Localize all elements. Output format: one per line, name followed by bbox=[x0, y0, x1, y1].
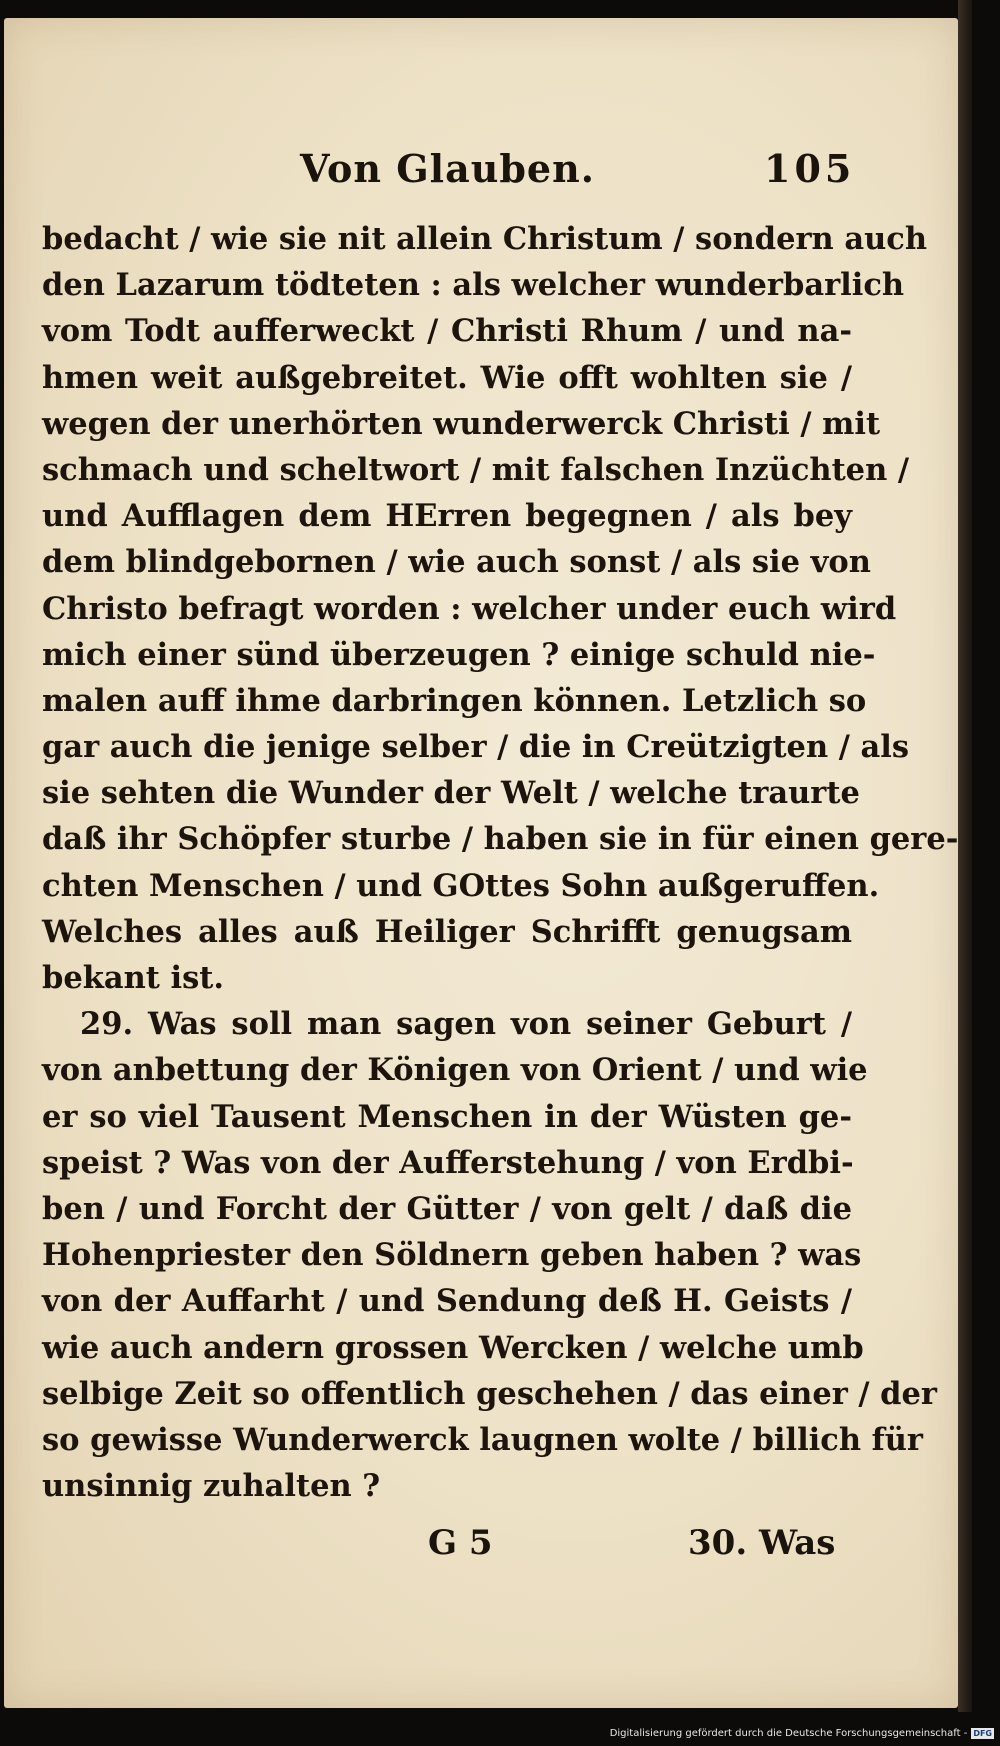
digitization-credit bbox=[610, 1728, 994, 1739]
text-line: daß ihr Schöpfer sturbe / haben sie in für einen gere- bbox=[42, 821, 959, 858]
text-line: unsinnig zuhalten ? bbox=[42, 1468, 381, 1505]
page-number: 105 bbox=[764, 146, 856, 191]
signature-mark: G 5 bbox=[428, 1523, 493, 1563]
running-head bbox=[4, 146, 958, 200]
text-line: selbige Zeit so offentlich geschehen / das einer / der bbox=[42, 1375, 937, 1412]
text-line: Hohenpriester den Söldnern geben haben ? was bbox=[42, 1237, 862, 1274]
text-line: den Lazarum tödteten : als welcher wunderbarlich bbox=[42, 267, 905, 304]
text-line: wie auch andern grossen Wercken / welche umb bbox=[42, 1329, 864, 1366]
text-line: dem blindgebornen / wie auch sonst / als sie von bbox=[42, 544, 871, 581]
text-line: Christo befragt worden : welcher under euch wird bbox=[42, 590, 897, 627]
text-line: 29. Was soll man sagen von seiner Geburt / bbox=[80, 1006, 852, 1043]
text-line: schmach und scheltwort / mit falschen Inzüchten / bbox=[42, 451, 910, 488]
text-line: malen auff ihme darbringen können. Letzlich so bbox=[42, 682, 867, 719]
book-page bbox=[4, 18, 958, 1708]
text-line: er so viel Tausent Menschen in der Wüsten ge- bbox=[42, 1098, 852, 1135]
credit-text: Digitalisierung gefördert durch die Deutsche Forschungsgemeinschaft - bbox=[609, 1728, 968, 1739]
text-line: speist ? Was von der Aufferstehung / von Erdbi- bbox=[42, 1144, 854, 1181]
text-line: mich einer sünd überzeugen ? einige schuld nie- bbox=[42, 636, 876, 673]
text-line: Welches alles auß Heiliger Schrifft genugsam bbox=[42, 913, 852, 950]
dfg-logo-icon: DFG bbox=[973, 1729, 992, 1738]
page-edge bbox=[958, 0, 972, 1712]
text-line: von anbettung der Königen von Orient / und wie bbox=[42, 1052, 868, 1089]
text-line: wegen der unerhörten wunderwerck Christi / mit bbox=[42, 405, 881, 442]
text-line: chten Menschen / und GOttes Sohn außgeruffen. bbox=[42, 867, 880, 904]
text-line: von der Auffarht / und Sendung deß H. Geists / bbox=[42, 1283, 852, 1320]
text-line: vom Todt aufferweckt / Christi Rhum / und na- bbox=[42, 313, 852, 350]
text-line: und Aufflagen dem HErren begegnen / als bey bbox=[42, 498, 852, 535]
catchword: 30. Was bbox=[688, 1523, 836, 1563]
body-text bbox=[42, 216, 959, 1509]
page-title: Von Glauben. bbox=[300, 146, 595, 191]
text-line: so gewisse Wunderwerck laugnen wolte / billich für bbox=[42, 1421, 923, 1458]
text-line: bedacht / wie sie nit allein Christum / sondern auch bbox=[42, 221, 928, 257]
text-line: sie sehten die Wunder der Welt / welche traurte bbox=[42, 775, 860, 812]
text-line: ben / und Forcht der Gütter / von gelt / daß die bbox=[42, 1190, 852, 1227]
text-line: gar auch die jenige selber / die in Creützigten / als bbox=[42, 729, 910, 766]
page-footer bbox=[4, 1523, 958, 1573]
text-line: bekant ist. bbox=[42, 960, 224, 996]
text-line: hmen weit außgebreitet. Wie offt wohlten sie / bbox=[42, 359, 852, 396]
